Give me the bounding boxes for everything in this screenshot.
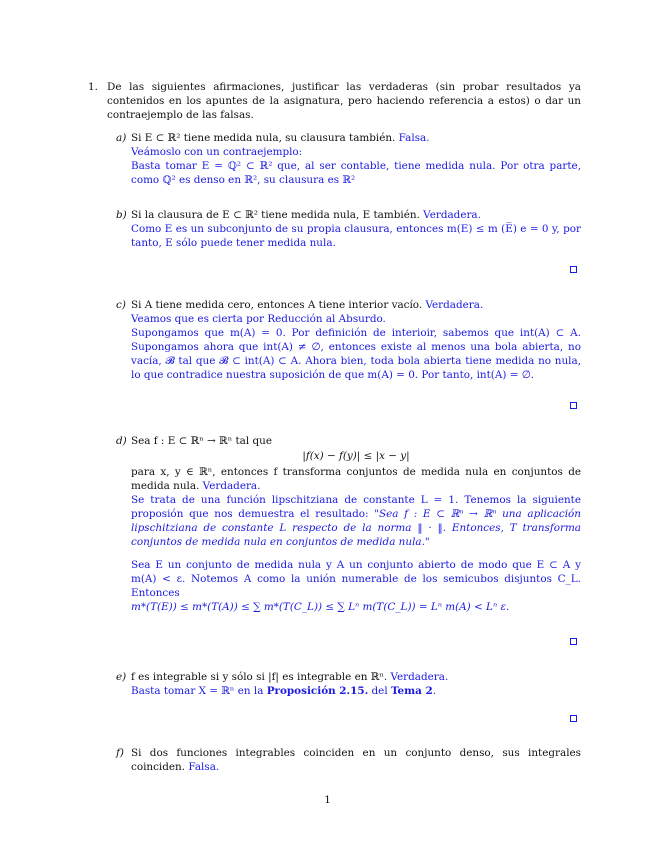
item-a-statement: Si E ⊂ ℝ² tiene medida nula, su clausura también. bbox=[131, 132, 396, 144]
item-f bbox=[116, 746, 581, 774]
item-b bbox=[116, 208, 581, 250]
item-b-verdict: Verdadera. bbox=[423, 209, 481, 221]
item-e-proof-end: . bbox=[432, 685, 436, 697]
item-d-proof-1-end: " bbox=[424, 536, 430, 548]
item-c-statement: Si A tiene medida cero, entonces A tiene interior vacío. bbox=[131, 299, 423, 311]
item-e-label: e) bbox=[116, 671, 127, 683]
item-d-label: d) bbox=[116, 435, 127, 447]
item-f-statement: Si dos funciones integrables coinciden en un conjunto denso, sus integrales coinciden. bbox=[131, 747, 581, 773]
item-b-proof: Como E es un subconjunto de su propia clausura, entonces m(E) ≤ m (E̅) e = 0 y, por tanto, E sólo puede tener medida nula. bbox=[131, 223, 581, 249]
item-d-statement: Sea f : E ⊂ ℝⁿ → ℝⁿ tal que bbox=[131, 435, 272, 447]
exercise-number: 1. bbox=[88, 81, 98, 93]
item-e-proof-mid: del bbox=[368, 685, 391, 697]
item-d-proof-1-quote: Sea f : E ⊂ ℝⁿ → ℝⁿ una aplicación lipschitziana de constante L respecto de la norma ‖ · ‖. Entonces, T transforma conjuntos de medida nula en conjuntos de medida nula. bbox=[131, 508, 581, 548]
qed-square-icon bbox=[570, 715, 577, 722]
item-e-statement: f es integrable si y sólo si |f| es integrable en ℝⁿ. bbox=[131, 671, 388, 683]
page-number: 1 bbox=[324, 794, 331, 806]
item-e bbox=[116, 670, 581, 698]
item-b-label: b) bbox=[116, 209, 127, 221]
item-c-label: c) bbox=[116, 299, 126, 311]
item-a-label: a) bbox=[116, 132, 127, 144]
item-d-statement-2: para x, y ∈ ℝⁿ, entonces f transforma conjuntos de medida nula en conjuntos de medida nula. bbox=[131, 466, 581, 492]
item-e-proof-topic: Tema 2 bbox=[390, 685, 433, 697]
item-a-verdict: Falsa. bbox=[398, 132, 430, 144]
item-d-verdict: Verdadera. bbox=[202, 480, 261, 492]
item-c bbox=[116, 298, 581, 382]
item-d bbox=[116, 434, 581, 614]
item-d-formula: |f(x) − f(y)| ≤ |x − y| bbox=[302, 450, 410, 462]
item-d-proof-2: Sea E un conjunto de medida nula y A un conjunto abierto de modo que E ⊂ A y m(A) < ε. Notemos A como la unión numerable de los semicubos disjuntos C_L. Entonces bbox=[131, 559, 581, 599]
item-a-proof-line-2: Basta tomar E = ℚ² ⊂ ℝ² que, al ser contable, tiene medida nula. Por otra parte, como ℚ² es denso en ℝ², su clausura es ℝ² bbox=[131, 160, 581, 186]
item-c-proof-line-2: Supongamos que m(A) = 0. Por definición de interioir, sabemos que int(A) ⊂ A. Supongamos ahora que int(A) ≠ ∅, entonces existe al menos una bola abierta, no vacía, 𝓑 tal que 𝓑 ⊂ int(A) ⊂ A. Ahora bien, toda bola abierta tiene medida no nula, lo que contradice nuestra suposición de que m(A) = 0. Por tanto, int(A) = ∅. bbox=[131, 327, 581, 381]
item-f-label: f) bbox=[116, 747, 124, 759]
item-a bbox=[116, 131, 581, 187]
item-b-statement: Si la clausura de E ⊂ ℝ² tiene medida nula, E también. bbox=[131, 209, 420, 221]
item-a-proof-line-1: Veámoslo con un contraejemplo: bbox=[131, 146, 303, 158]
item-e-proof-reference: Proposición 2.15. bbox=[266, 685, 369, 697]
item-c-proof-line-1: Veamos que es cierta por Reducción al Absurdo. bbox=[131, 313, 386, 325]
item-e-verdict: Verdadera. bbox=[390, 671, 449, 683]
item-e-proof-pre: Basta tomar X = ℝⁿ en la bbox=[131, 685, 267, 697]
item-d-proof-3: m*(T(E)) ≤ m*(T(A)) ≤ ∑ m*(T(C_L)) ≤ ∑ Lⁿ m(T(C_L)) = Lⁿ m(A) < Lⁿ ε. bbox=[131, 601, 510, 613]
qed-square-icon bbox=[570, 638, 577, 645]
exercise-statement: De las siguientes afirmaciones, justificar las verdaderas (sin probar resultados ya contenidos en los apuntes de la asignatura, pero haciendo referencia a estos) o dar un contraejemplo de las falsas. bbox=[107, 81, 581, 121]
item-d-proof-1: Se trata de una función lipschitziana de constante L = 1. Tenemos la siguiente proposión que nos demuestra el resultado: " bbox=[131, 494, 581, 520]
item-c-verdict: Verdadera. bbox=[425, 299, 484, 311]
item-f-verdict: Falsa. bbox=[188, 761, 220, 773]
qed-square-icon bbox=[570, 402, 577, 409]
qed-square-icon bbox=[570, 266, 577, 273]
